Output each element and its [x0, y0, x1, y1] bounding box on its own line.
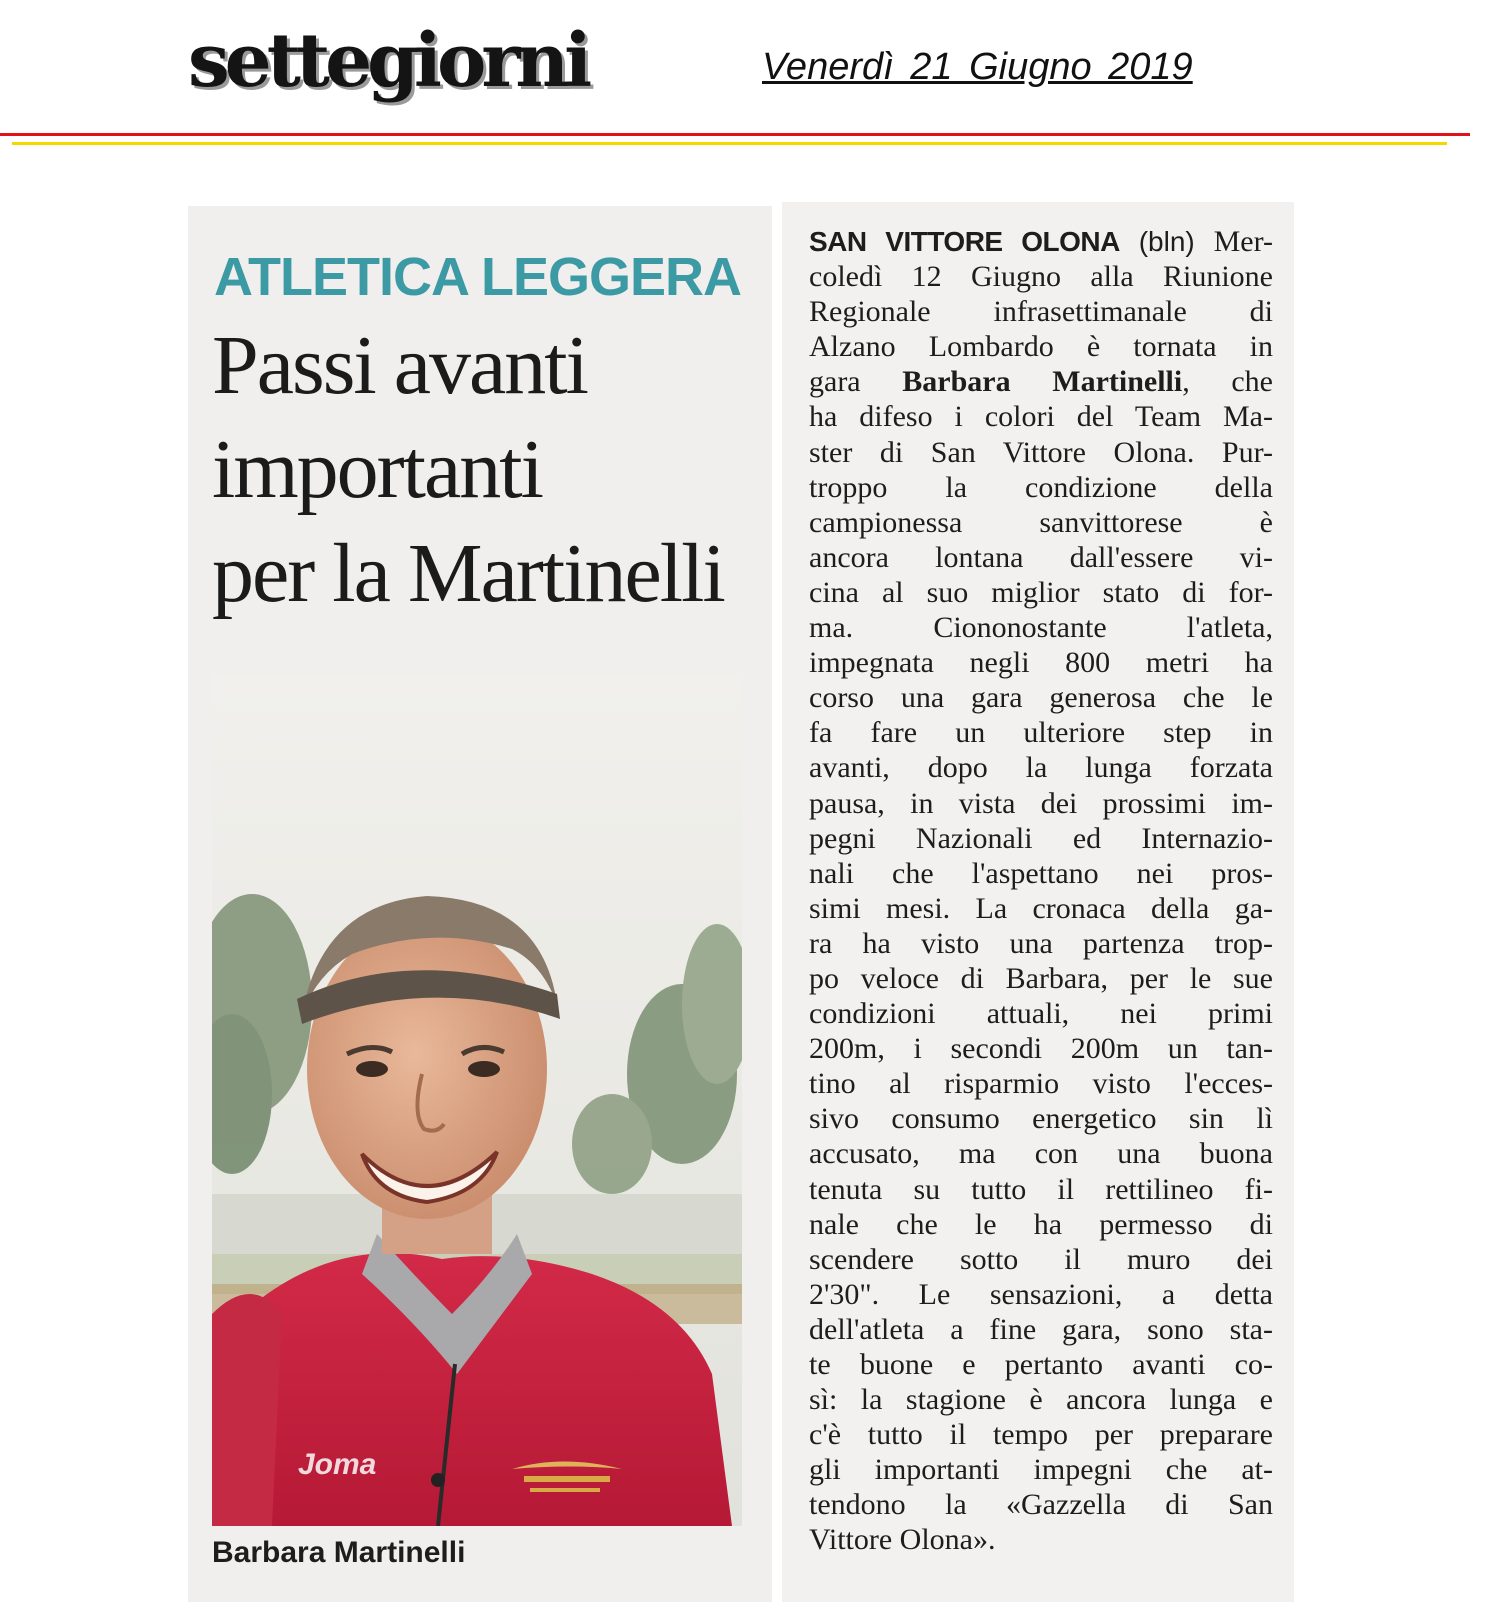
article-line-21: ra ha visto una partenza trop-: [809, 926, 1273, 960]
article-line-35: c'è tutto il tempo per preparare: [809, 1418, 1273, 1452]
headline-line-2: importanti: [212, 423, 542, 516]
article-line-32: dell'atleta a fine gara, sono sta-: [809, 1312, 1273, 1346]
article-line-7: ster di San Vittore Olona. Pur-: [809, 435, 1273, 469]
article-line-8: troppo la condizione della: [809, 470, 1273, 504]
article-line-11: cina al suo miglior stato di for-: [809, 575, 1273, 609]
author-tag: (bln): [1138, 226, 1195, 257]
article-headline: [212, 314, 772, 626]
article-line-31: 2'30". Le sensazioni, a detta: [809, 1277, 1273, 1311]
header-rule-yellow: [12, 142, 1447, 145]
article-line-16: avanti, dopo la lunga forzata: [809, 751, 1273, 785]
article-line-34: sì: la stagione è ancora lunga e: [809, 1383, 1273, 1417]
article-line-2: coledì 12 Giugno alla Riunione: [809, 260, 1273, 294]
article-line-22: po veloce di Barbara, per le sue: [809, 961, 1273, 995]
section-kicker: ATLETICA LEGGERA: [214, 247, 741, 307]
article-line-12: ma. Ciononostante l'atleta,: [809, 611, 1273, 645]
article-line-25: tino al risparmio visto l'ecces-: [809, 1067, 1273, 1101]
article-line-27: accusato, ma con una buona: [809, 1137, 1273, 1171]
article-line-19: nali che l'aspettano nei pros-: [809, 856, 1273, 890]
article-line-24: 200m, i secondi 200m un tan-: [809, 1032, 1273, 1066]
article-line-23: condizioni attuali, nei primi: [809, 997, 1273, 1031]
article-line-9: campionessa sanvittorese è: [809, 505, 1273, 539]
article-body: [809, 224, 1273, 1558]
jacket-brand-label: Joma: [298, 1448, 377, 1481]
headline-clipping: [188, 206, 772, 1602]
article-line-18: pegni Nazionali ed Internazio-: [809, 821, 1273, 855]
article-clipping: [782, 202, 1294, 1602]
article-line-38: Vittore Olona».: [809, 1523, 996, 1557]
article-line-14: corso una gara generosa che le: [809, 681, 1273, 715]
athlete-name-bold: Barbara Martinelli: [902, 365, 1183, 399]
athlete-photo: [212, 674, 742, 1526]
header-rule-red: [0, 133, 1470, 136]
article-line-15: fa fare un ulteriore step in: [809, 716, 1273, 750]
article-line-5a: gara: [809, 365, 903, 399]
article-line-36: gli importanti impegni che at-: [809, 1453, 1273, 1487]
masthead-logo: settegiorni: [188, 18, 588, 104]
article-line-28: tenuta su tutto il rettilineo fi-: [809, 1172, 1273, 1206]
article-line-26: sivo consumo energetico sin lì: [809, 1102, 1273, 1136]
article-line-13: impegnata negli 800 metri ha: [809, 646, 1273, 680]
article-line-29: nale che le ha permesso di: [809, 1207, 1273, 1241]
article-line-17: pausa, in vista dei prossimi im-: [809, 786, 1273, 820]
issue-date: Venerdì 21 Giugno 2019: [762, 46, 1193, 88]
headline-line-1: Passi avanti: [212, 319, 587, 412]
photo-caption: Barbara Martinelli: [212, 1536, 466, 1569]
article-line-20: simi mesi. La cronaca della ga-: [809, 891, 1273, 925]
article-line-10: ancora lontana dall'essere vi-: [809, 540, 1273, 574]
article-line-5b: , che: [1182, 365, 1273, 399]
article-line-30: scendere sotto il muro dei: [809, 1242, 1273, 1276]
article-line-33: te buone e pertanto avanti co-: [809, 1348, 1273, 1381]
article-line-4: Alzano Lombardo è tornata in: [809, 330, 1273, 364]
article-line-3: Regionale infrasettimanale di: [809, 295, 1273, 329]
article-line-37: tendono la «Gazzella di San: [809, 1488, 1273, 1522]
article-line-1: Mer-: [1194, 225, 1273, 258]
headline-line-3: per la Martinelli: [212, 527, 724, 620]
dateline: SAN VITTORE OLONA: [809, 226, 1120, 257]
article-line-6: ha difeso i colori del Team Ma-: [809, 400, 1273, 434]
